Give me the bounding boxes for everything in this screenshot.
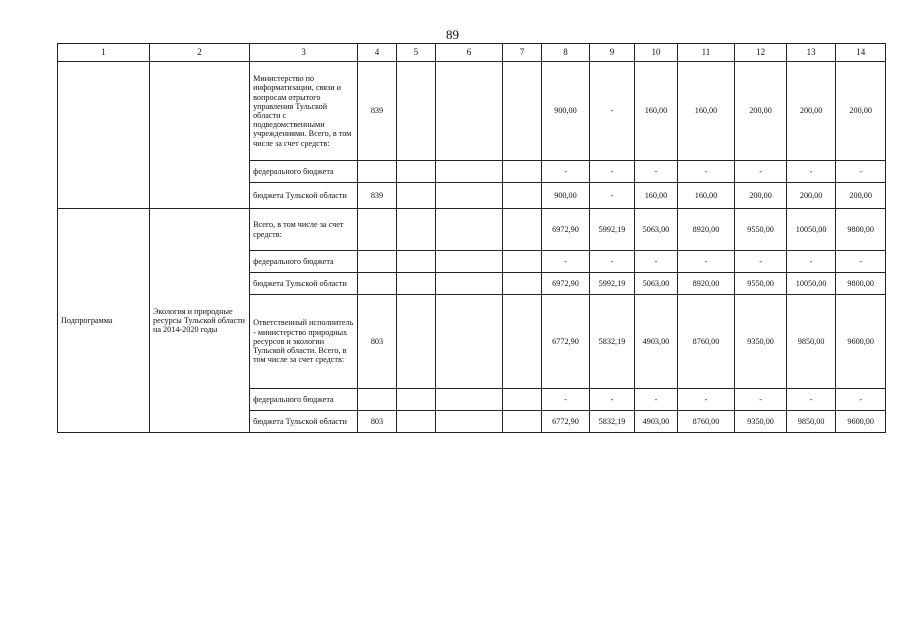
value-cell: 160,00 <box>677 183 735 209</box>
row-description: федерального бюджета <box>250 161 358 183</box>
row-description: федерального бюджета <box>250 251 358 273</box>
value-cell: 8920,00 <box>677 209 735 251</box>
table-row <box>58 209 886 251</box>
value-cell: - <box>786 161 836 183</box>
row-description: бюджета Тульской области <box>250 411 358 433</box>
empty-cell <box>502 62 541 161</box>
value-cell: 9550,00 <box>735 273 787 295</box>
value-cell: - <box>542 251 590 273</box>
empty-cell <box>396 209 435 251</box>
value-cell: 9800,00 <box>836 273 886 295</box>
empty-cell <box>502 273 541 295</box>
value-cell: 4903,00 <box>635 411 677 433</box>
value-cell: 200,00 <box>786 62 836 161</box>
value-cell: 9350,00 <box>735 411 787 433</box>
value-cell: 5832,19 <box>589 411 634 433</box>
value-cell: 160,00 <box>635 183 677 209</box>
header-cell: 4 <box>358 44 396 62</box>
value-cell: 200,00 <box>735 62 787 161</box>
code-cell <box>358 273 396 295</box>
empty-cell <box>436 62 503 161</box>
header-cell: 1 <box>58 44 150 62</box>
value-cell: 4903,00 <box>635 295 677 389</box>
empty-cell <box>502 209 541 251</box>
header-cell: 5 <box>396 44 435 62</box>
value-cell: 200,00 <box>836 183 886 209</box>
value-cell: 5992,19 <box>589 273 634 295</box>
value-cell: 5992,19 <box>589 209 634 251</box>
value-cell: - <box>635 161 677 183</box>
row-description: федерального бюджета <box>250 389 358 411</box>
empty-cell <box>436 273 503 295</box>
row-description: бюджета Тульской области <box>250 183 358 209</box>
value-cell: 200,00 <box>735 183 787 209</box>
value-cell: 6772,90 <box>542 411 590 433</box>
value-cell: - <box>786 389 836 411</box>
budget-table <box>57 43 886 433</box>
value-cell: 5832,19 <box>589 295 634 389</box>
value-cell: 9850,00 <box>786 295 836 389</box>
value-cell: - <box>735 161 787 183</box>
value-cell: - <box>635 389 677 411</box>
code-cell: 803 <box>358 295 396 389</box>
value-cell: 8760,00 <box>677 295 735 389</box>
header-cell: 7 <box>502 44 541 62</box>
code-cell <box>358 209 396 251</box>
header-cell: 3 <box>250 44 358 62</box>
header-cell: 11 <box>677 44 735 62</box>
value-cell: 6972,90 <box>542 273 590 295</box>
empty-cell <box>396 273 435 295</box>
value-cell: 200,00 <box>836 62 886 161</box>
value-cell: 8920,00 <box>677 273 735 295</box>
value-cell: 9600,00 <box>836 295 886 389</box>
row-description: бюджета Тульской области <box>250 273 358 295</box>
value-cell: - <box>589 251 634 273</box>
empty-cell <box>436 209 503 251</box>
value-cell: 5063,00 <box>635 273 677 295</box>
empty-cell <box>436 251 503 273</box>
code-cell: 839 <box>358 62 396 161</box>
row-description: Министерство по информатизации, связи и вопросам отрытого управления Тульской области с подведомственными учреждениями. Всего, в том числе за счет средств: <box>250 62 358 161</box>
value-cell: - <box>589 161 634 183</box>
value-cell: - <box>677 389 735 411</box>
value-cell: - <box>677 161 735 183</box>
header-cell: 6 <box>436 44 503 62</box>
value-cell: 6972,90 <box>542 209 590 251</box>
value-cell: 9600,00 <box>836 411 886 433</box>
value-cell: - <box>836 161 886 183</box>
value-cell: - <box>735 251 787 273</box>
page-number: 89 <box>446 27 459 42</box>
value-cell: 160,00 <box>677 62 735 161</box>
empty-cell <box>436 295 503 389</box>
value-cell: 900,00 <box>542 183 590 209</box>
empty-cell <box>436 411 503 433</box>
header-cell: 14 <box>836 44 886 62</box>
value-cell: 200,00 <box>786 183 836 209</box>
header-cell: 2 <box>150 44 250 62</box>
value-cell: - <box>677 251 735 273</box>
code-cell <box>358 389 396 411</box>
header-row <box>58 44 886 62</box>
header-cell: 13 <box>786 44 836 62</box>
empty-cell <box>396 411 435 433</box>
value-cell: 6772,90 <box>542 295 590 389</box>
table-row <box>58 62 886 161</box>
subprogram-name: Экология и природные ресурсы Тульской области на 2014-2020 годы <box>150 209 250 433</box>
empty-cell <box>436 161 503 183</box>
value-cell: - <box>589 183 634 209</box>
value-cell: 9550,00 <box>735 209 787 251</box>
row-description: Всего, в том числе за счет средств: <box>250 209 358 251</box>
code-cell: 803 <box>358 411 396 433</box>
empty-cell <box>502 183 541 209</box>
value-cell: 10050,00 <box>786 209 836 251</box>
value-cell: 5063,00 <box>635 209 677 251</box>
empty-cell <box>502 251 541 273</box>
empty-cell <box>396 183 435 209</box>
empty-cell <box>396 251 435 273</box>
empty-cell <box>396 62 435 161</box>
empty-cell <box>502 411 541 433</box>
value-cell: - <box>589 62 634 161</box>
value-cell: 9800,00 <box>836 209 886 251</box>
code-cell <box>358 161 396 183</box>
empty-cell <box>436 389 503 411</box>
value-cell: - <box>836 389 886 411</box>
empty-cell <box>396 389 435 411</box>
value-cell: 10050,00 <box>786 273 836 295</box>
value-cell: 9850,00 <box>786 411 836 433</box>
value-cell: - <box>542 389 590 411</box>
empty-cell <box>502 389 541 411</box>
code-cell <box>358 251 396 273</box>
empty-cell <box>396 161 435 183</box>
value-cell: 8760,00 <box>677 411 735 433</box>
header-cell: 8 <box>542 44 590 62</box>
subprogram-label: Подпрограмма <box>58 209 150 433</box>
empty-cell <box>58 62 150 209</box>
header-cell: 12 <box>735 44 787 62</box>
empty-cell <box>436 183 503 209</box>
value-cell: - <box>542 161 590 183</box>
empty-cell <box>150 62 250 209</box>
code-cell: 839 <box>358 183 396 209</box>
value-cell: 900,00 <box>542 62 590 161</box>
value-cell: - <box>836 251 886 273</box>
header-cell: 9 <box>589 44 634 62</box>
row-description: Ответственный исполнитель - министерство природных ресурсов и экологии Тульской области. Всего, в том числе за счет средств: <box>250 295 358 389</box>
value-cell: - <box>589 389 634 411</box>
header-cell: 10 <box>635 44 677 62</box>
value-cell: - <box>786 251 836 273</box>
empty-cell <box>396 295 435 389</box>
value-cell: 9350,00 <box>735 295 787 389</box>
value-cell: - <box>735 389 787 411</box>
value-cell: - <box>635 251 677 273</box>
empty-cell <box>502 295 541 389</box>
empty-cell <box>502 161 541 183</box>
value-cell: 160,00 <box>635 62 677 161</box>
